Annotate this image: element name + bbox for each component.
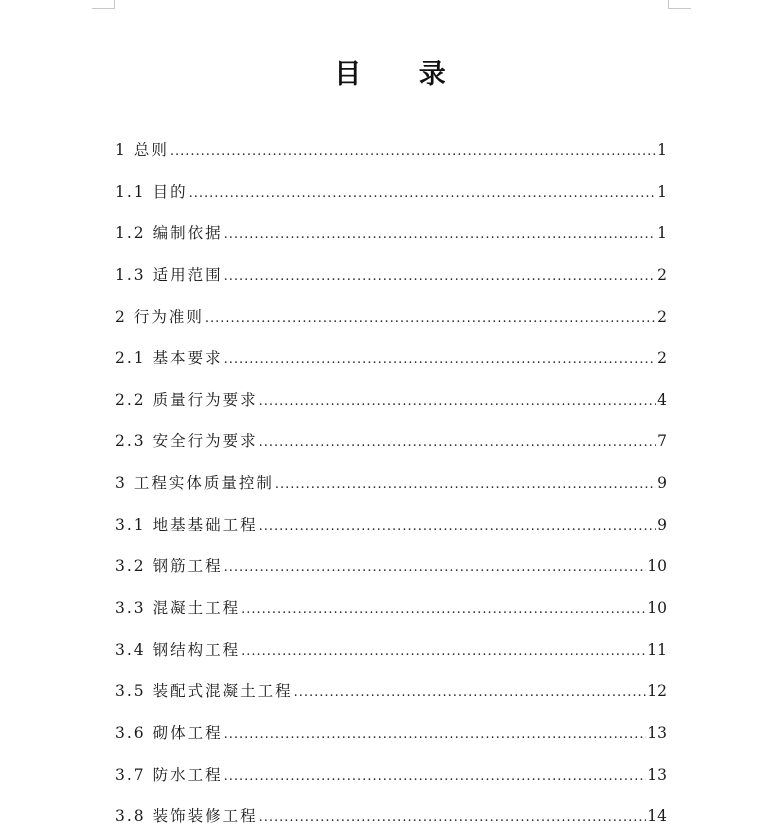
toc-entry-page: 13 <box>647 723 667 742</box>
toc-entry-title: 砌体工程 <box>152 723 223 742</box>
toc-entry-page: 1 <box>657 141 667 159</box>
toc-entry-line <box>115 431 667 453</box>
toc-entry-number: 2.2 <box>115 390 146 409</box>
toc-entry[interactable] <box>115 630 667 672</box>
toc-dot-leader <box>170 142 656 162</box>
toc-dot-leader <box>224 558 647 578</box>
toc-entry[interactable] <box>115 755 667 797</box>
toc-entry-line <box>115 140 667 162</box>
toc-entry-spacer <box>127 140 134 160</box>
toc-entry[interactable] <box>115 421 667 463</box>
toc-entry[interactable] <box>115 796 667 838</box>
toc-entry-page: 11 <box>647 640 667 659</box>
toc-entry-title: 装配式混凝土工程 <box>152 682 293 701</box>
toc-entry[interactable] <box>115 713 667 755</box>
toc-entry-number: 3.3 <box>115 599 146 618</box>
toc-dot-leader <box>241 600 646 620</box>
toc-dot-leader <box>205 309 656 329</box>
toc-entry-number: 3.7 <box>115 765 146 784</box>
toc-entry-spacer <box>146 390 153 410</box>
toc-entry-number: 1 <box>115 141 127 159</box>
toc-entry-line <box>115 765 667 787</box>
toc-entry-line <box>115 723 667 745</box>
toc-entry-title: 基本要求 <box>152 349 223 368</box>
toc-entry-page: 7 <box>657 432 667 451</box>
toc-entry-page: 4 <box>657 390 667 409</box>
toc-entry-page: 10 <box>647 557 667 576</box>
toc-dot-leader <box>259 517 657 537</box>
toc-entry-line <box>115 640 667 662</box>
toc-entry-title: 工程实体质量控制 <box>133 474 274 493</box>
toc-entry-title: 钢筋工程 <box>152 557 223 576</box>
toc-entry-title: 防水工程 <box>152 765 223 784</box>
toc-entry[interactable] <box>115 338 667 380</box>
toc-entry[interactable] <box>115 172 667 214</box>
toc-entry-spacer <box>146 223 153 243</box>
toc-entry-line <box>115 556 667 578</box>
toc-entry-line <box>115 265 667 287</box>
toc-entry-line <box>115 348 667 370</box>
toc-entry[interactable] <box>115 213 667 255</box>
toc-dot-leader <box>224 767 647 787</box>
toc-entry-page: 10 <box>647 599 667 618</box>
toc-entry-line <box>115 473 667 495</box>
toc-entry-title: 地基基础工程 <box>152 515 258 534</box>
toc-entry-page: 2 <box>657 349 667 368</box>
toc-entry[interactable] <box>115 505 667 547</box>
toc-entry-spacer <box>146 765 153 785</box>
toc-entry-page: 1 <box>657 224 667 243</box>
toc-entry-number: 3.5 <box>115 682 146 701</box>
toc-entry-spacer <box>146 806 153 826</box>
toc-entry-line <box>115 307 667 329</box>
toc-entry-page: 9 <box>657 515 667 534</box>
toc-dot-leader <box>259 808 647 828</box>
toc-entry-title: 编制依据 <box>152 224 223 243</box>
toc-entry-number: 3.6 <box>115 723 146 742</box>
toc-entry-line <box>115 515 667 537</box>
toc-entry-spacer <box>146 515 153 535</box>
toc-entry-page: 1 <box>657 182 667 201</box>
toc-dot-leader <box>224 725 647 745</box>
toc-entry[interactable] <box>115 255 667 297</box>
toc-entry[interactable] <box>115 380 667 422</box>
toc-entry-spacer <box>146 598 153 618</box>
toc-dot-leader <box>224 267 657 287</box>
toc-entry-spacer <box>146 348 153 368</box>
toc-entry-number: 1.3 <box>115 265 146 284</box>
toc-entry-title: 总则 <box>133 141 169 159</box>
toc-entry[interactable] <box>115 297 667 339</box>
toc-entry-spacer <box>127 307 134 327</box>
toc-entry[interactable] <box>115 546 667 588</box>
toc-entry[interactable] <box>115 671 667 713</box>
toc-entry[interactable] <box>115 463 667 505</box>
toc-entry-line <box>115 182 667 204</box>
toc-dot-leader <box>294 683 647 703</box>
toc-dot-leader <box>259 392 657 412</box>
toc-entry-spacer <box>146 640 153 660</box>
toc-entry-number: 3.2 <box>115 557 146 576</box>
table-of-contents <box>115 130 667 838</box>
toc-entry-title: 目的 <box>152 182 188 201</box>
toc-entry-title: 适用范围 <box>152 265 223 284</box>
toc-dot-leader <box>224 350 657 370</box>
toc-entry-number: 1.1 <box>115 182 146 201</box>
toc-dot-leader <box>224 225 657 245</box>
toc-entry-line <box>115 223 667 245</box>
toc-entry-title: 混凝土工程 <box>152 599 241 618</box>
toc-entry-title: 质量行为要求 <box>152 390 258 409</box>
toc-entry-page: 2 <box>657 307 667 326</box>
toc-entry-spacer <box>146 556 153 576</box>
toc-entry-spacer <box>146 182 153 202</box>
toc-entry-number: 2.3 <box>115 432 146 451</box>
toc-entry-line <box>115 806 667 828</box>
toc-entry-title: 行为准则 <box>133 307 204 326</box>
toc-entry[interactable] <box>115 588 667 630</box>
toc-entry-line <box>115 390 667 412</box>
toc-entry-page: 13 <box>647 765 667 784</box>
toc-entry-page: 14 <box>647 807 667 826</box>
toc-entry-number: 3.1 <box>115 515 146 534</box>
toc-entry-title: 装饰装修工程 <box>152 807 258 826</box>
toc-entry-number: 3.8 <box>115 807 146 826</box>
toc-entry-spacer <box>146 681 153 701</box>
page-corner-mark-left <box>92 0 115 9</box>
toc-dot-leader <box>189 184 657 204</box>
toc-dot-leader <box>275 475 656 495</box>
toc-entry-title: 钢结构工程 <box>152 640 241 659</box>
toc-entry-page: 9 <box>657 474 667 493</box>
toc-entry-title: 安全行为要求 <box>152 432 258 451</box>
toc-entry-number: 3.4 <box>115 640 146 659</box>
toc-dot-leader <box>259 433 657 453</box>
toc-entry[interactable] <box>115 130 667 172</box>
toc-entry-spacer <box>146 265 153 285</box>
toc-dot-leader <box>241 642 646 662</box>
toc-entry-page: 2 <box>657 265 667 284</box>
page-title: 目 录 <box>334 59 470 90</box>
toc-entry-line <box>115 598 667 620</box>
toc-entry-number: 2.1 <box>115 349 146 368</box>
toc-entry-spacer <box>127 473 134 493</box>
page-corner-mark-right <box>668 0 691 9</box>
toc-entry-number: 1.2 <box>115 224 146 243</box>
toc-entry-number: 2 <box>115 307 127 326</box>
toc-entry-number: 3 <box>115 474 127 493</box>
toc-entry-spacer <box>146 431 153 451</box>
toc-entry-page: 12 <box>647 682 667 701</box>
toc-entry-spacer <box>146 723 153 743</box>
toc-entry-line <box>115 681 667 703</box>
